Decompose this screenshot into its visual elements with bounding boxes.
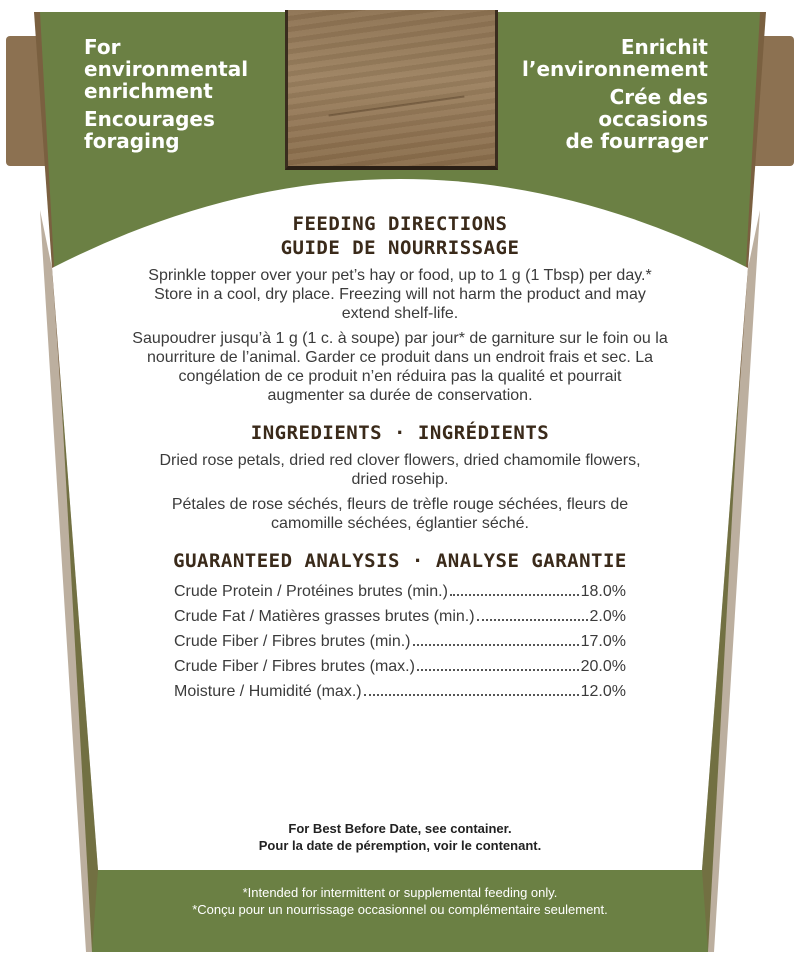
claim-line: Encourages (84, 107, 215, 131)
analysis-section (110, 549, 690, 708)
text-line: Dried rose petals, dried red clover flowers, dried chamomile flowers, (159, 452, 641, 469)
ingredients-text-en (110, 451, 690, 489)
text-line: congélation de ce produit n’en réduira pas la qualité et pourrait (178, 368, 622, 385)
ingredients-title: INGREDIENTS · INGRÉDIENTS (250, 422, 550, 444)
text-line: camomille séchées, églantier séché. (271, 515, 529, 532)
analysis-row (174, 683, 626, 708)
label-content (110, 212, 690, 708)
text-line: nourriture de l’animal. Garder ce produit dans un endroit frais et sec. La (146, 349, 654, 366)
analysis-label: Crude Fiber / Fibres brutes (max.) (174, 658, 415, 675)
leader-dots (417, 669, 579, 671)
text-line: extend shelf-life. (341, 305, 459, 322)
claim-line: Enrichit (620, 35, 708, 59)
claim-line: environmental (84, 57, 249, 81)
analysis-label: Crude Fat / Matières grasses brutes (min.) (174, 608, 475, 625)
ingredients-text-fr (110, 495, 690, 533)
feeding-text-fr (110, 329, 690, 405)
claim-line: For (84, 35, 121, 59)
feeding-title-fr: GUIDE DE NOURRISSAGE (280, 237, 520, 259)
analysis-label: Crude Fiber / Fibres brutes (min.) (174, 633, 411, 650)
ingredients-section (110, 421, 690, 533)
enrichment-claim-fr (522, 36, 708, 158)
leader-dots (477, 619, 588, 621)
leader-dots (413, 644, 579, 646)
text-line: Pétales de rose séchés, fleurs de trèfle rouge séchées, fleurs de (171, 496, 629, 513)
analysis-value: 17.0% (580, 633, 626, 650)
claim-line: l’environnement (522, 57, 708, 81)
text-line: augmenter sa durée de conservation. (267, 387, 533, 404)
text-line: Store in a cool, dry place. Freezing will not harm the product and may (154, 286, 646, 303)
leader-dots (450, 594, 579, 596)
kraft-window (285, 10, 498, 170)
analysis-title: GUARANTEED ANALYSIS · ANALYSE GARANTIE (173, 550, 627, 572)
leader-dots (364, 694, 579, 696)
feeding-directions-section (110, 212, 690, 405)
feeding-title-en: FEEDING DIRECTIONS (292, 213, 508, 235)
claim-line: occasions (598, 107, 708, 131)
text-line: Sprinkle topper over your pet’s hay or food, up to 1 g (1 Tbsp) per day.* (148, 267, 652, 284)
claim-line: Crée des (609, 85, 708, 109)
best-before-fr: Pour la date de péremption, voir le contenant. (258, 838, 542, 853)
footnote-en: *Intended for intermittent or supplemental feeding only. (242, 885, 558, 900)
analysis-value: 18.0% (580, 583, 626, 600)
best-before-en: For Best Before Date, see container. (288, 821, 512, 836)
claim-line: enrichment (84, 79, 213, 103)
claim-line: de fourrager (565, 129, 708, 153)
analysis-table (174, 583, 626, 708)
analysis-row (174, 608, 626, 633)
analysis-label: Moisture / Humidité (max.) (174, 683, 362, 700)
footnote-fr: *Conçu pour un nourrissage occasionnel ou complémentaire seulement. (192, 902, 608, 917)
analysis-value: 12.0% (580, 683, 626, 700)
analysis-row (174, 658, 626, 683)
claim-line: foraging (84, 129, 180, 153)
best-before-note (130, 820, 670, 854)
feeding-text-en (110, 266, 690, 323)
text-line: dried rosehip. (351, 471, 449, 488)
analysis-row (174, 633, 626, 658)
analysis-value: 2.0% (589, 608, 626, 625)
analysis-label: Crude Protein / Protéines brutes (min.) (174, 583, 448, 600)
analysis-value: 20.0% (580, 658, 626, 675)
analysis-row (174, 583, 626, 608)
enrichment-claim-en (84, 36, 248, 158)
footnote (130, 884, 670, 918)
text-line: Saupoudrer jusqu’à 1 g (1 c. à soupe) par jour* de garniture sur le foin ou la (132, 330, 668, 347)
